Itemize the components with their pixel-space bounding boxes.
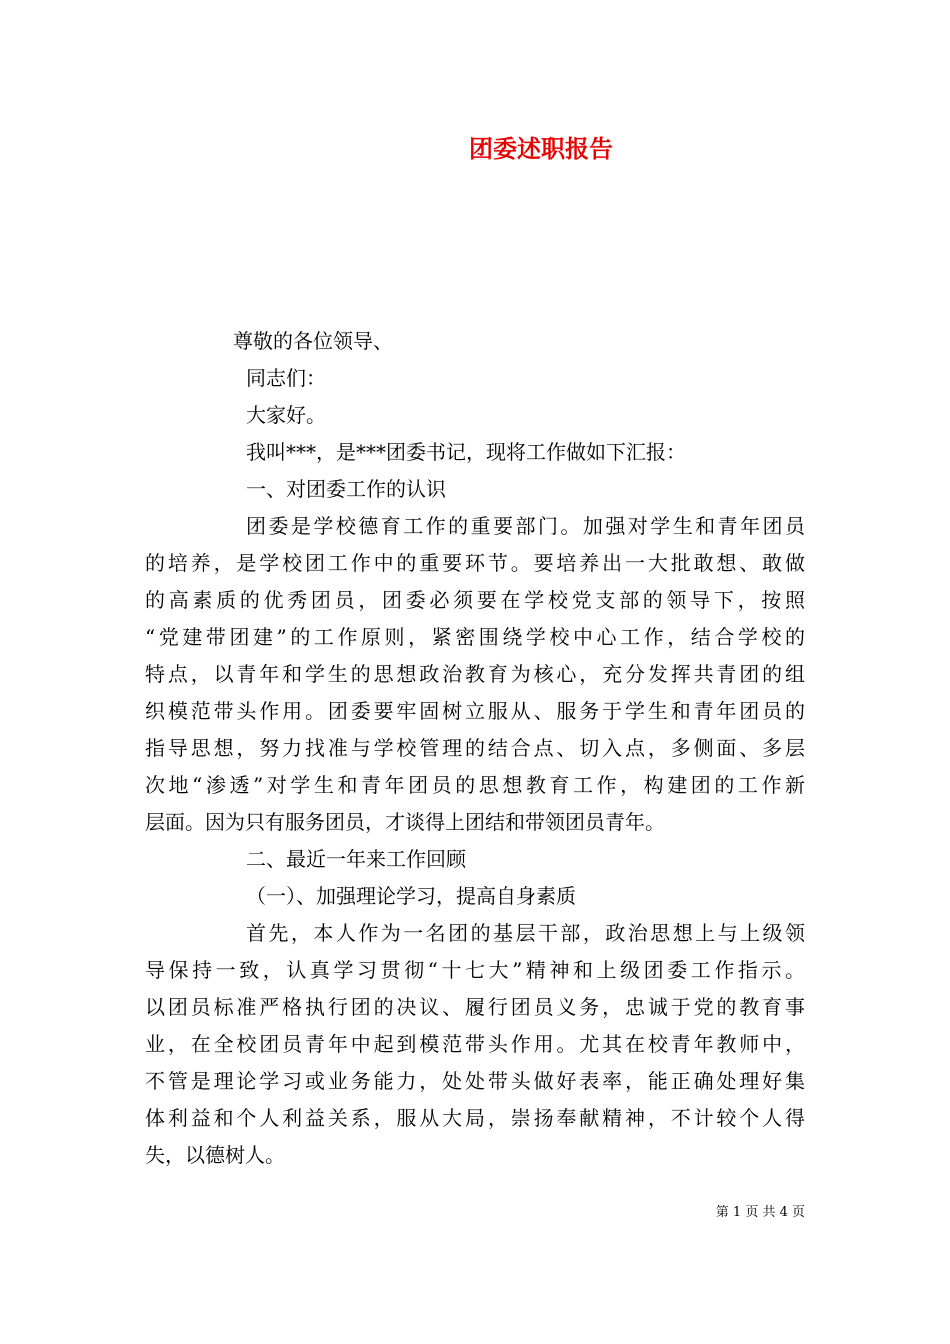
section-heading: 一、对团委工作的认识	[246, 477, 446, 501]
paragraph-line: 首先，本人作为一名团的基层干部，政治思想上与上级领	[246, 921, 805, 945]
paragraph-line: 特点，以青年和学生的思想政治教育为核心，充分发挥共青团的组	[145, 662, 805, 686]
salutation-line: 尊敬的各位领导、	[233, 329, 393, 353]
paragraph-line: 体利益和个人利益关系，服从大局，崇扬奉献精神，不计较个人得	[145, 1106, 805, 1130]
paragraph-line: 以团员标准严格执行团的决议、履行团员义务，忠诚于党的教育事	[145, 995, 805, 1019]
paragraph-line: 指导思想，努力找准与学校管理的结合点、切入点，多侧面、多层	[145, 736, 805, 760]
greeting-line: 大家好。	[246, 403, 326, 427]
section-heading: 二、最近一年来工作回顾	[246, 847, 466, 871]
paragraph-line: 织模范带头作用。团委要牢固树立服从、服务于学生和青年团员的	[145, 699, 805, 723]
paragraph-line: 次地“渗透”对学生和青年团员的思想教育工作，构建团的工作新	[145, 773, 805, 797]
paragraph-line: 业，在全校团员青年中起到模范带头作用。尤其在校青年教师中，	[145, 1032, 805, 1056]
paragraph-line: 导保持一致，认真学习贯彻“十七大”精神和上级团委工作指示。	[145, 958, 805, 982]
paragraph-line: 的高素质的优秀团员，团委必须要在学校党支部的领导下，按照	[145, 588, 805, 612]
paragraph-line: 不管是理论学习或业务能力，处处带头做好表率，能正确处理好集	[145, 1069, 805, 1093]
paragraph-line: 的培养，是学校团工作中的重要环节。要培养出一大批敢想、敢做	[145, 551, 805, 575]
paragraph-line: 层面。因为只有服务团员，才谈得上团结和带领团员青年。	[145, 810, 665, 834]
paragraph-line: 团委是学校德育工作的重要部门。加强对学生和青年团员	[246, 514, 805, 538]
intro-line: 我叫***，是***团委书记，现将工作做如下汇报：	[246, 440, 686, 464]
page-number-footer: 第 1 页 共 4 页	[715, 1205, 805, 1220]
paragraph-line: 失，以德树人。	[145, 1143, 285, 1167]
subsection-heading: （一）、加强理论学习，提高自身素质	[246, 884, 576, 908]
paragraph-line: “党建带团建”的工作原则，紧密围绕学校中心工作，结合学校的	[145, 625, 805, 649]
salutation-line: 同志们：	[246, 366, 326, 390]
document-title: 团委述职报告	[469, 134, 613, 163]
